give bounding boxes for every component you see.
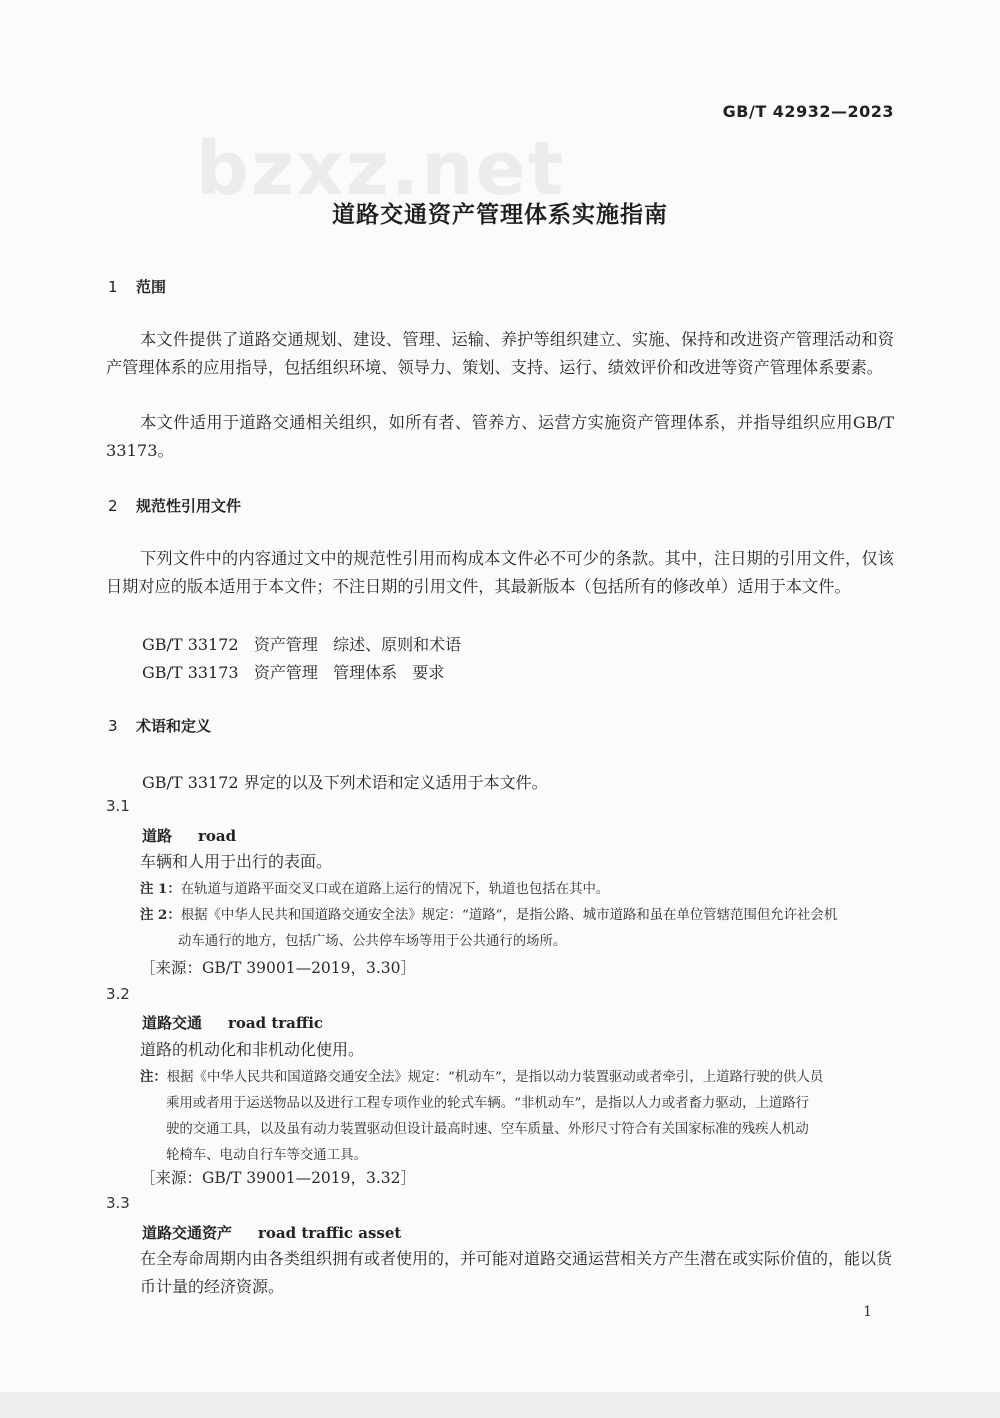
page-number: 1 xyxy=(863,1304,872,1320)
note-label: 注： xyxy=(140,1069,167,1085)
term-source: ［来源：GB/T 39001—2019，3.30］ xyxy=(140,959,417,977)
scope-paragraph-1: 本文件提供了道路交通规划、建设、管理、运输、养护等组织建立、实施、保持和改进资产管理活动和资产管理体系的应用指导，包括组织环境、领导力、策划、支持、运行、绩效评价和改进等资产管理体系要素。 xyxy=(106,330,894,377)
section-heading-terms xyxy=(108,715,211,736)
reference-item: GB/T 33173 资产管理 管理体系 要求 xyxy=(142,663,445,682)
scope-paragraph-2: 本文件适用于道路交通相关组织，如所有者、管养方、运营方实施资产管理体系，并指导组织应用GB/T 33173。 xyxy=(106,413,894,460)
standard-number: GB/T 42932—2023 xyxy=(722,102,894,121)
note-text-continued: 动车通行的地方，包括广场、公共停车场等用于公共通行的场所。 xyxy=(178,934,567,949)
term-zh: 道路交通 xyxy=(142,1014,203,1032)
normative-paragraph: 下列文件中的内容通过文中的规范性引用而构成本文件必不可少的条款。其中，注日期的引用文件，仅该日期对应的版本适用于本文件；不注日期的引用文件，其最新版本（包括所有的修改单）适用于本文件。 xyxy=(106,549,894,596)
term-zh: 道路交通资产 xyxy=(142,1224,233,1242)
section-title: 规范性引用文件 xyxy=(136,497,242,515)
document-title: 道路交通资产管理体系实施指南 xyxy=(332,202,668,228)
section-number: 2 xyxy=(108,497,118,515)
clause-number: 3.2 xyxy=(106,985,130,1003)
term-definition: 车辆和人用于出行的表面。 xyxy=(140,852,333,871)
section-heading-scope xyxy=(108,276,166,297)
note-text: 根据《中华人民共和国道路交通安全法》规定：“机动车”，是指以动力装置驱动或者牵引，上道路行驶的供人员 xyxy=(166,1070,824,1085)
term-en: road xyxy=(198,827,237,845)
term-zh: 道路 xyxy=(142,827,173,845)
section-title: 术语和定义 xyxy=(136,717,212,735)
term-source: ［来源：GB/T 39001—2019，3.32］ xyxy=(140,1169,417,1187)
section-heading-normative xyxy=(108,495,241,516)
reference-item: GB/T 33172 资产管理 综述、原则和术语 xyxy=(142,635,462,654)
section-title: 范围 xyxy=(136,278,167,296)
term-definition: 道路的机动化和非机动化使用。 xyxy=(140,1040,365,1059)
section-number: 3 xyxy=(108,717,118,735)
term-en: road traffic asset xyxy=(258,1224,402,1242)
note-text-continued: 轮椅车、电动自行车等交通工具。 xyxy=(166,1148,367,1163)
note-text-continued: 驶的交通工具，以及虽有动力装置驱动但设计最高时速、空车质量、外形尺寸符合有关国家标准的残疾人机动 xyxy=(166,1122,809,1137)
term-note xyxy=(140,1064,896,1169)
term-heading xyxy=(142,1222,401,1243)
note-label: 注 2： xyxy=(140,907,181,923)
clause-number: 3.1 xyxy=(106,797,130,815)
page-bottom-edge xyxy=(0,1392,1000,1418)
term-heading xyxy=(142,825,236,846)
term-definition: 在全寿命周期内由各类组织拥有或者使用的，并可能对道路交通运营相关方产生潜在或实际价值的，能以货币计量的经济资源。 xyxy=(140,1249,893,1296)
note-text: 根据《中华人民共和国道路交通安全法》规定：“道路”，是指公路、城市道路和虽在单位管辖范围但允许社会机 xyxy=(180,908,838,923)
note-text: 在轨道与道路平面交叉口或在道路上运行的情况下，轨道也包括在其中。 xyxy=(180,882,610,897)
clause-number: 3.3 xyxy=(106,1194,130,1212)
terms-intro: GB/T 33172 界定的以及下列术语和定义适用于本文件。 xyxy=(142,773,548,792)
term-note xyxy=(140,902,896,955)
term-heading xyxy=(142,1012,323,1033)
watermark: bzxz.net xyxy=(196,126,566,212)
note-text-continued: 乘用或者用于运送物品以及进行工程专项作业的轮式车辆。“非机动车”，是指以人力或者畜力驱动，上道路行 xyxy=(166,1096,810,1111)
note-label: 注 1： xyxy=(140,881,181,897)
term-en: road traffic xyxy=(228,1014,324,1032)
term-note xyxy=(140,876,896,903)
section-number: 1 xyxy=(108,278,118,296)
